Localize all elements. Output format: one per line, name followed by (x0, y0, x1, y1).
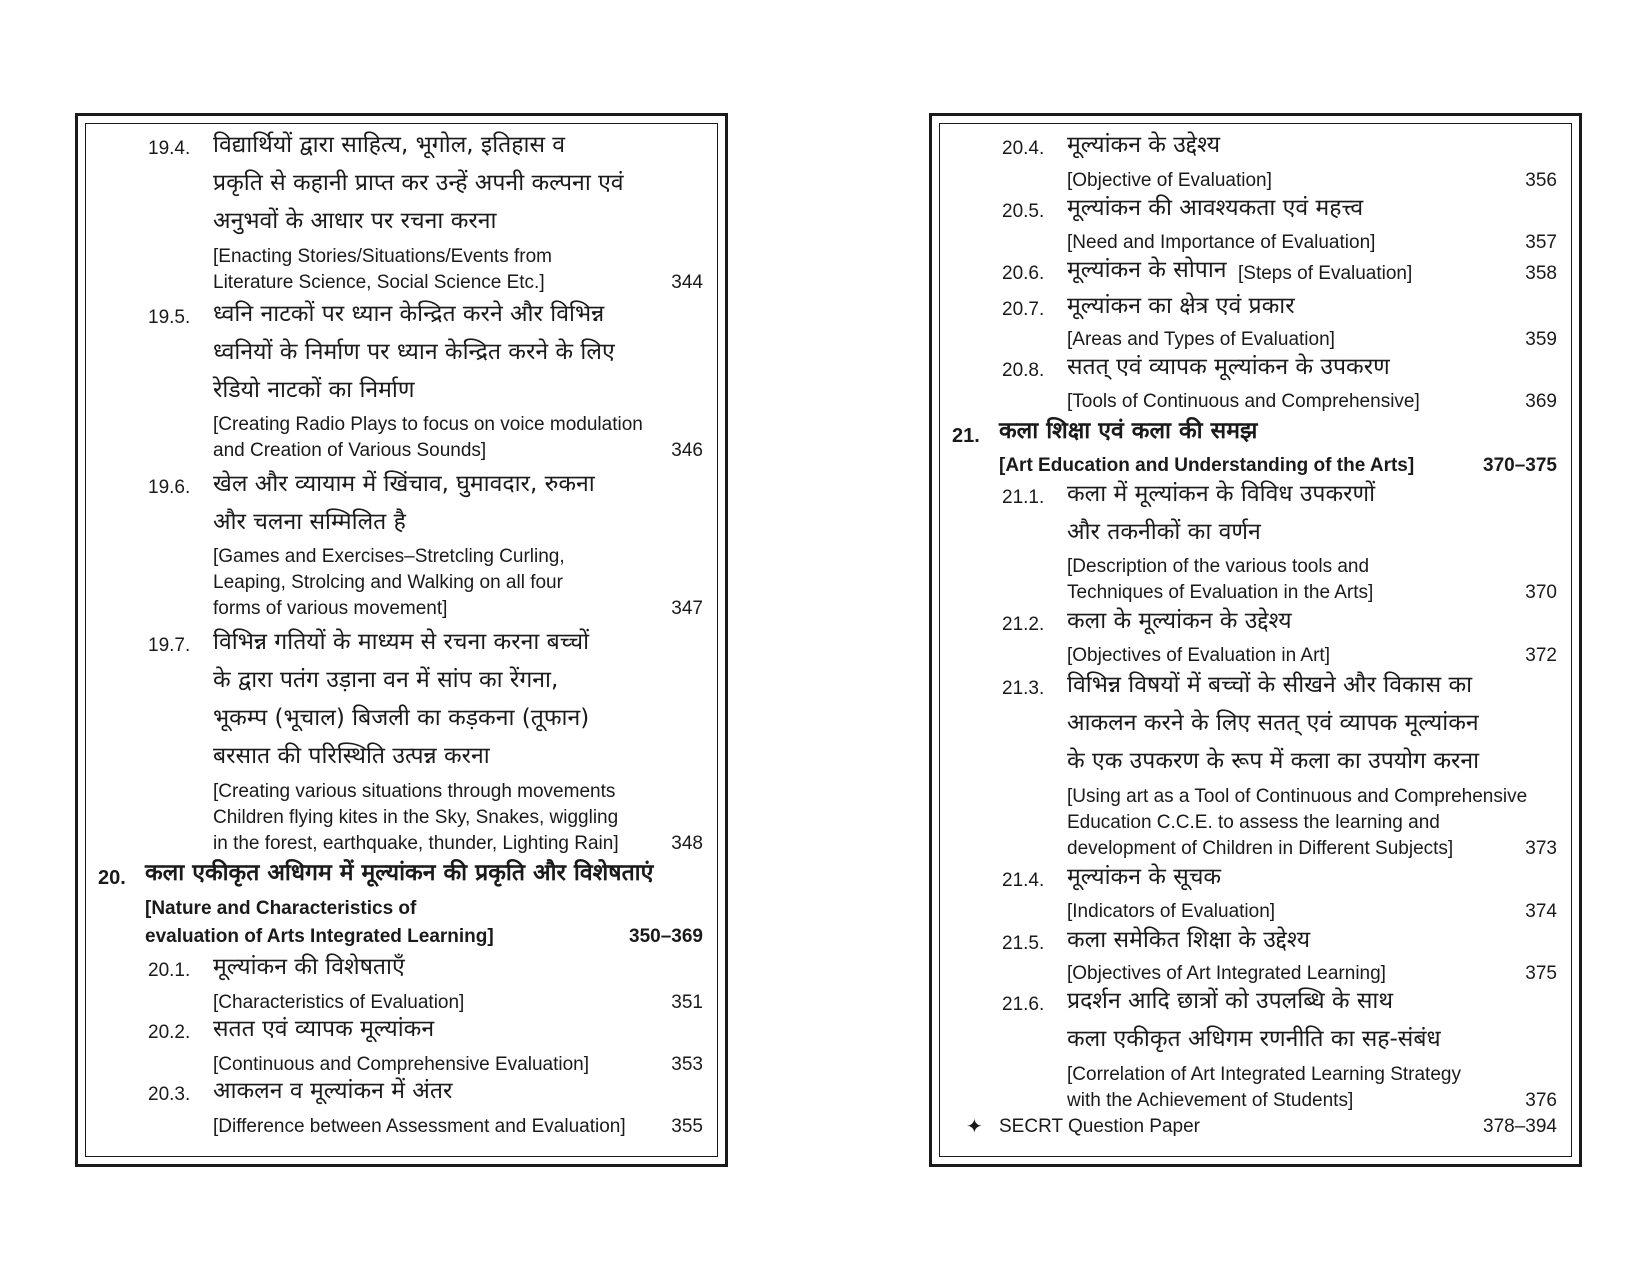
chapter-title-english: evaluation of Arts Integrated Learning] (145, 926, 494, 947)
chapter-title-english: [Nature and Characteristics of (145, 898, 417, 919)
page-number: 359 (1525, 329, 1557, 350)
item-hindi-line: कला समेकित शिक्षा के उद्देश्य (1067, 927, 1311, 953)
chapter-page-range: 370–375 (1483, 455, 1557, 476)
page-number: 351 (671, 992, 703, 1013)
item-hindi-line: प्रकृति से कहानी प्राप्त कर उन्हें अपनी कल्पना एवं (213, 170, 624, 196)
page-number: 373 (1525, 838, 1557, 859)
item-hindi-line: मूल्यांकन के सोपान (1067, 257, 1227, 283)
item-english-line: development of Children in Different Subjects] (1067, 838, 1454, 859)
item-number: 21.2. (1002, 614, 1045, 635)
chapter-number: 21. (952, 425, 980, 447)
page-number: 348 (671, 833, 703, 854)
page-number: 346 (671, 440, 703, 461)
item-hindi-line: मूल्यांकन के उद्देश्य (1067, 132, 1221, 158)
page-number: 372 (1525, 645, 1557, 666)
item-hindi-line: के द्वारा पतंग उड़ाना वन में सांप का रेंगना, (213, 667, 559, 693)
item-english-line: [Objective of Evaluation] (1067, 170, 1272, 191)
secrt-page-range: 378–394 (1483, 1116, 1557, 1137)
page-number: 369 (1525, 391, 1557, 412)
left-page (75, 113, 728, 1167)
item-number: 21.6. (1002, 994, 1045, 1015)
item-english-line: [Creating various situations through movements (213, 781, 616, 802)
item-hindi-line: मूल्यांकन की विशेषताएँ (213, 954, 405, 980)
item-english-line: Children flying kites in the Sky, Snakes, wiggling (213, 807, 619, 828)
item-hindi-line: विभिन्न विषयों में बच्चों के सीखने और विकास का (1067, 672, 1473, 698)
item-english-line: [Objectives of Art Integrated Learning] (1067, 963, 1386, 984)
item-english-line: [Characteristics of Evaluation] (213, 992, 465, 1013)
item-english-line: [Continuous and Comprehensive Evaluation] (213, 1054, 590, 1075)
item-number: 21.4. (1002, 870, 1045, 891)
page-number: 376 (1525, 1090, 1557, 1111)
chapter-title-english: [Art Education and Understanding of the Arts] (999, 455, 1415, 476)
page-number: 358 (1525, 263, 1557, 284)
item-hindi-line: मूल्यांकन का क्षेत्र एवं प्रकार (1067, 293, 1295, 319)
item-hindi-line: ध्वनि नाटकों पर ध्यान केन्द्रित करने और विभिन्न (213, 301, 605, 327)
item-number: 20.7. (1002, 299, 1045, 320)
star-bullet-icon: ✦ (966, 1114, 983, 1138)
secrt-label: SECRT Question Paper (999, 1116, 1201, 1137)
item-hindi-line: सतत एवं व्यापक मूल्यांकन (213, 1016, 435, 1042)
item-number: 21.5. (1002, 933, 1045, 954)
item-english-line: Education C.C.E. to assess the learning and (1067, 812, 1440, 833)
item-hindi-line: कला में मूल्यांकन के विविध उपकरणों (1067, 481, 1376, 507)
item-english-line: [Using art as a Tool of Continuous and Comprehensive (1067, 786, 1528, 807)
item-english-line: [Indicators of Evaluation] (1067, 901, 1276, 922)
item-english-line: [Tools of Continuous and Comprehensive] (1067, 391, 1420, 412)
item-english-line: in the forest, earthquake, thunder, Lighting Rain] (213, 833, 619, 854)
page-number: 355 (671, 1116, 703, 1137)
item-english-line: with the Achievement of Students] (1067, 1090, 1354, 1111)
item-english-line: [Description of the various tools and (1067, 556, 1370, 577)
item-hindi-line: और चलना सम्मिलित है (213, 509, 406, 535)
page-number: 375 (1525, 963, 1557, 984)
item-english-line: [Need and Importance of Evaluation] (1067, 232, 1376, 253)
item-english-line: Techniques of Evaluation in the Arts] (1067, 582, 1374, 603)
right-page (929, 113, 1582, 1167)
item-number: 19.4. (148, 138, 191, 159)
item-number: 20.3. (148, 1084, 191, 1105)
item-english-line: forms of various movement] (213, 598, 448, 619)
item-number: 20.5. (1002, 201, 1045, 222)
item-english-line: [Games and Exercises–Stretcling Curling, (213, 546, 565, 567)
page-number: 353 (671, 1054, 703, 1075)
item-hindi-line: मूल्यांकन के सूचक (1067, 864, 1222, 890)
item-number: 21.1. (1002, 487, 1045, 508)
page-number: 347 (671, 598, 703, 619)
item-number: 20.8. (1002, 360, 1045, 381)
item-number: 21.3. (1002, 678, 1045, 699)
item-hindi-line: रेडियो नाटकों का निर्माण (213, 377, 415, 403)
item-hindi-line: कला एकीकृत अधिगम रणनीति का सह-संबंध (1067, 1026, 1441, 1052)
item-english-line: and Creation of Various Sounds] (213, 440, 487, 461)
chapter-number: 20. (98, 867, 126, 889)
item-english-line: Leaping, Strolcing and Walking on all four (213, 572, 563, 593)
item-english-line: [Correlation of Art Integrated Learning Strategy (1067, 1064, 1461, 1085)
item-hindi-line: बरसात की परिस्थिति उत्पन्न करना (213, 743, 490, 769)
chapter-page-range: 350–369 (629, 926, 703, 947)
item-number: 20.6. (1002, 263, 1045, 284)
item-hindi-line: सतत् एवं व्यापक मूल्यांकन के उपकरण (1067, 354, 1390, 380)
item-hindi-line: भूकम्प (भूचाल) बिजली का कड़कना (तूफान) (213, 705, 590, 731)
item-hindi-line: कला के मूल्यांकन के उद्देश्य (1067, 608, 1292, 634)
item-number: 19.5. (148, 307, 191, 328)
item-number: 19.7. (148, 635, 191, 656)
item-number: 20.4. (1002, 138, 1045, 159)
item-hindi-line: आकलन करने के लिए सतत् एवं व्यापक मूल्यांकन (1067, 710, 1479, 736)
page-number: 374 (1525, 901, 1557, 922)
item-english-line: [Creating Radio Plays to focus on voice modulation (213, 414, 643, 435)
item-hindi-line: और तकनीकों का वर्णन (1067, 519, 1261, 545)
page-number: 357 (1525, 232, 1557, 253)
item-hindi-line: के एक उपकरण के रूप में कला का उपयोग करना (1067, 748, 1480, 774)
item-english-line: [Enacting Stories/Situations/Events from (213, 246, 552, 267)
item-english-inline: [Steps of Evaluation] (1238, 263, 1413, 284)
item-english-line: Literature Science, Social Science Etc.] (213, 272, 545, 293)
item-hindi-line: विभिन्न गतियों के माध्यम से रचना करना बच्चों (213, 629, 590, 655)
item-number: 20.2. (148, 1022, 191, 1043)
page-number: 344 (671, 272, 703, 293)
item-number: 20.1. (148, 960, 191, 981)
item-hindi-line: अनुभवों के आधार पर रचना करना (213, 208, 497, 234)
page-number: 356 (1525, 170, 1557, 191)
item-english-line: [Difference between Assessment and Evaluation] (213, 1116, 626, 1137)
item-english-line: [Areas and Types of Evaluation] (1067, 329, 1335, 350)
item-hindi-line: आकलन व मूल्यांकन में अंतर (213, 1078, 453, 1104)
item-hindi-line: मूल्यांकन की आवश्यकता एवं महत्त्व (1067, 195, 1364, 221)
item-english-line: [Objectives of Evaluation in Art] (1067, 645, 1330, 666)
chapter-title-hindi: कला शिक्षा एवं कला की समझ (999, 418, 1258, 444)
item-hindi-line: प्रदर्शन आदि छात्रों को उपलब्धि के साथ (1067, 988, 1394, 1014)
item-number: 19.6. (148, 477, 191, 498)
page-number: 370 (1525, 582, 1557, 603)
item-hindi-line: ध्वनियों के निर्माण पर ध्यान केन्द्रित करने के लिए (213, 339, 615, 365)
chapter-title-hindi: कला एकीकृत अधिगम में मूल्यांकन की प्रकृति और विशेषताएं (145, 860, 654, 886)
item-hindi-line: खेल और व्यायाम में खिंचाव, घुमावदार, रुकना (213, 471, 595, 497)
item-hindi-line: विद्यार्थियों द्वारा साहित्य, भूगोल, इतिहास व (213, 132, 566, 158)
